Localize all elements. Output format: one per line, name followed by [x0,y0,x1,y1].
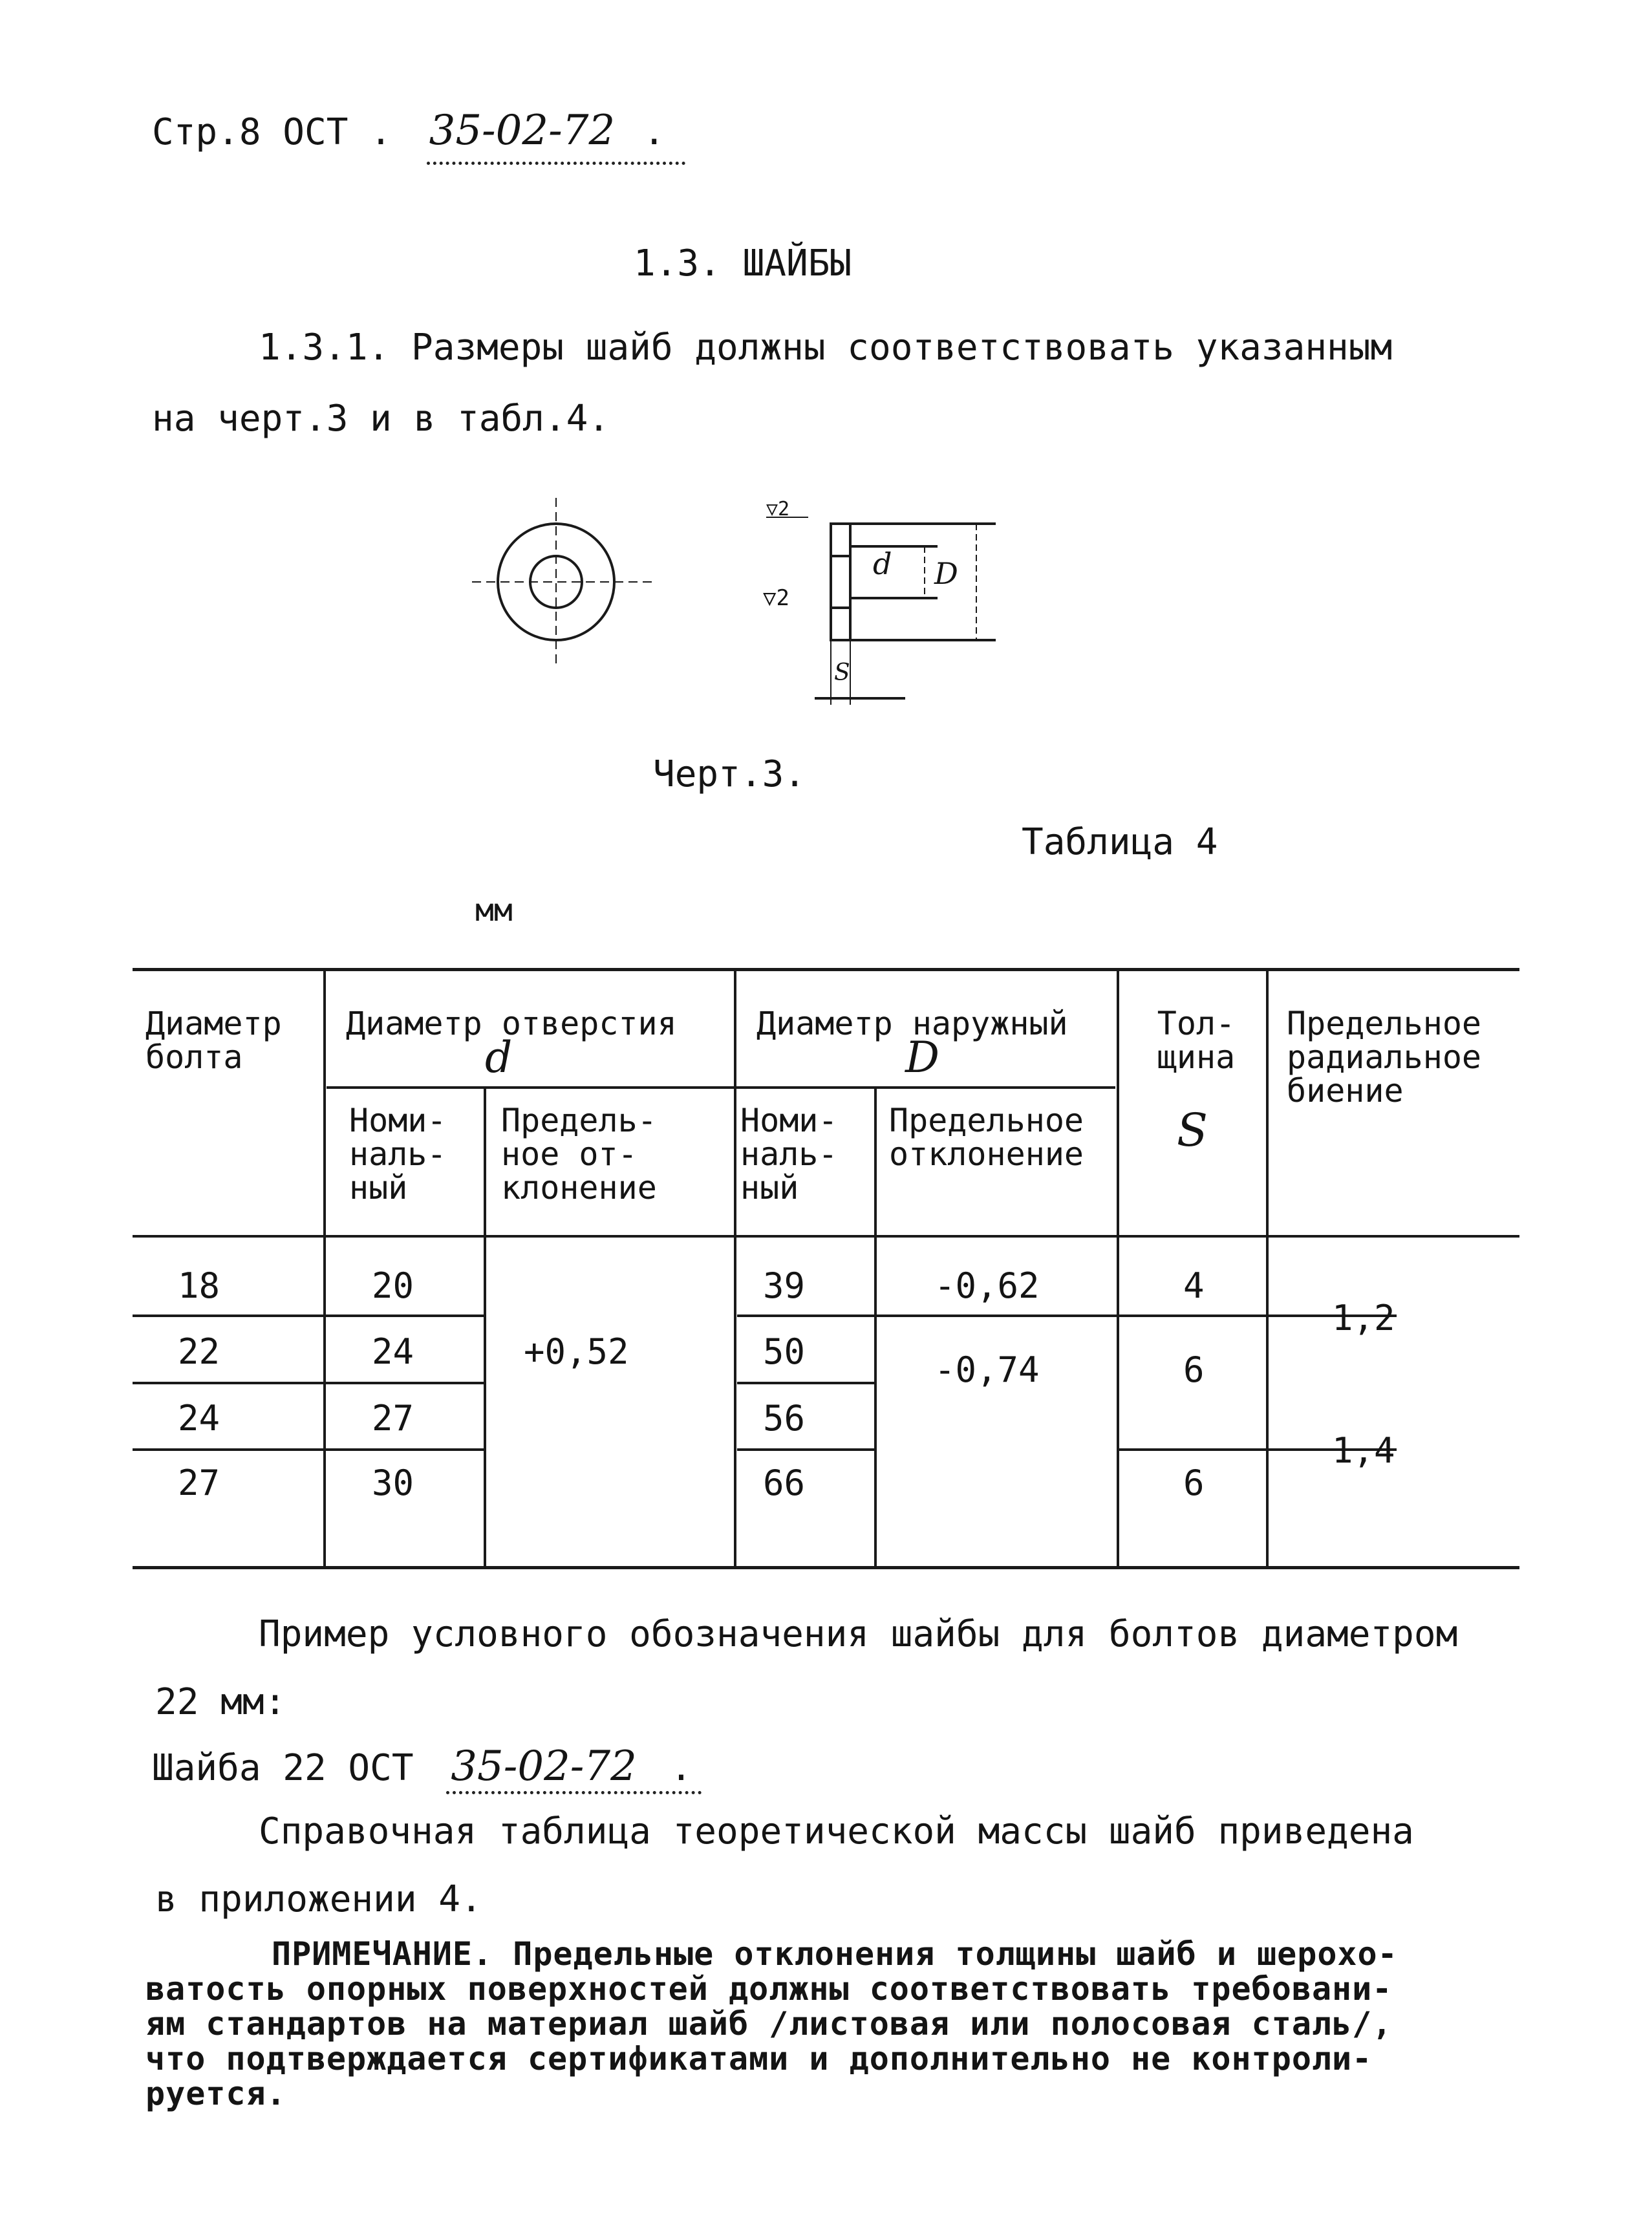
header-dot: . [643,111,665,153]
row2-bolt: 22 [178,1331,220,1372]
header-bolt-diameter: Диаметр болта [145,1005,282,1076]
roughness-left-label: ▽2 [763,585,789,611]
reference-line-1: Справочная таблица теоретической массы шайб приведена [259,1810,1414,1852]
row1-bolt: 18 [178,1265,220,1306]
row3-bolt: 24 [178,1398,220,1439]
runout-value-1: 1,2 [1332,1298,1395,1338]
row4-d-nominal: 30 [372,1463,414,1503]
section-title: 1.3. ШАЙБЫ [634,242,852,284]
label-S: S [834,660,850,686]
note-line-5: руется. [145,2075,286,2112]
table-caption: Таблица 4 [1022,821,1218,863]
note-line-3: ям стандартов на материал шайб /листовая или полосовая сталь/, [145,2005,1393,2043]
row2-thickness: 6 [1183,1349,1205,1390]
label-d: d [873,546,892,581]
header-outer-nominal: Номи- наль- ный [740,1102,838,1207]
paragraph-line-1: 1.3.1. Размеры шайб должны соответствовать указанным [259,327,1393,369]
header-hole-symbol: d [485,1033,513,1082]
drawing-caption: Черт.3. [653,753,806,795]
designation-dotted-line [446,1791,702,1794]
label-D: D [934,556,958,591]
washer-side-view [831,524,850,640]
row3-D-nominal: 56 [763,1398,806,1439]
row4-bolt: 27 [178,1463,220,1503]
row4-thickness: 6 [1183,1463,1205,1503]
row1-thickness: 4 [1183,1265,1205,1306]
hole-deviation-value: +0,52 [524,1331,629,1372]
table-unit: мм [475,892,513,928]
header-dotted-line [427,162,685,165]
standard-number-handwritten: 35-02-72 [429,107,616,155]
paragraph-line-2: на черт.3 и в табл.4. [152,398,610,440]
note-line-1: ПРИМЕЧАНИЕ. Предельные отклонения толщины шайб и шерохо- [272,1935,1398,1973]
header-hole-deviation: Предель- ное от- клонение [501,1102,657,1207]
header-thickness-symbol: S [1177,1104,1208,1157]
header-hole-diameter: Диаметр отверстия [346,1005,677,1042]
roughness-top-label: ▽2 [766,498,790,520]
page-label: Стр.8 ОСТ . [152,111,392,153]
designation-handwritten: 35-02-72 [451,1743,637,1790]
header-thickness: Тол- щина [1157,1005,1236,1076]
row3-d-nominal: 27 [372,1398,414,1439]
example-line-1: Пример условного обозначения шайбы для болтов диаметром [259,1613,1458,1655]
designation-line [152,1743,692,1790]
note-line-4: что подтверждается сертификатами и дополнительно не контроли- [145,2040,1373,2077]
runout-value-2: 1,4 [1332,1430,1395,1471]
row1-d-nominal: 20 [372,1265,414,1306]
example-line-2: 22 мм: [155,1681,286,1723]
row2-D-nominal: 50 [763,1331,806,1372]
header-runout: Предельное радиальное биение [1287,1005,1482,1110]
outer-deviation-value-2: -0,74 [934,1349,1040,1390]
header-outer-diameter: Диаметр наружный [756,1005,1068,1042]
designation-dot: . [670,1747,692,1789]
header-outer-symbol: D [905,1033,939,1082]
row1-D-nominal: 39 [763,1265,806,1306]
header-outer-deviation: Предельное отклонение [889,1102,1084,1173]
note-line-2: ватость опорных поверхностей должны соответствовать требовани- [145,1970,1393,2008]
row2-d-nominal: 24 [372,1331,414,1372]
row4-D-nominal: 66 [763,1463,806,1503]
designation-prefix: Шайба 22 ОСТ [152,1747,414,1789]
header-hole-nominal: Номи- наль- ный [349,1102,447,1207]
page-header [152,107,665,155]
reference-line-2: в приложении 4. [155,1878,482,1920]
dimensions-table [133,968,1519,1569]
outer-deviation-value-1: -0,62 [934,1265,1040,1306]
